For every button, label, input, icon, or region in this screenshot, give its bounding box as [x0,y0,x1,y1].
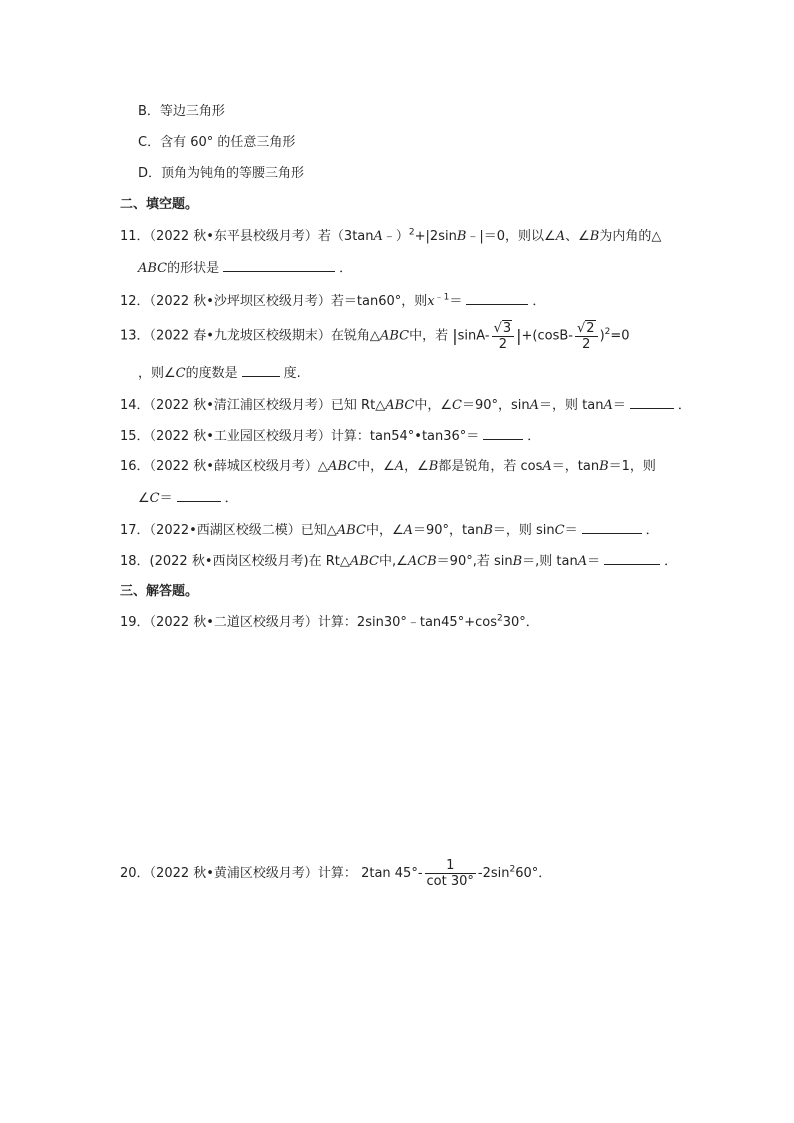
fraction-sqrt2-over-2: $\frac{√2}{2}$ [575,321,598,352]
question-16: 16．（2022 秋•薛城区校级月考）△ABC中，∠A，∠B都是锐角，若 cosA＝，tanB＝1，则 [120,459,656,474]
question-15: 15．（2022 秋•工业园区校级月考）计算：tan54°•tan36°＝ ． [120,429,541,444]
question-12: 12．（2022 秋•沙坪坝区校级月考）若＝tan60°，则$x^{﹣1}=$ ． [120,292,546,309]
answer-blank[interactable] [242,364,280,377]
answer-blank[interactable] [466,292,528,305]
question-14: 14．（2022 秋•清江浦区校级月考）已知 Rt△ABC中，∠C＝90°，sinA＝，则 tanA＝ ． [120,398,691,413]
answer-blank[interactable] [223,259,335,272]
section-fill-blank: 二、填空题。 [120,197,199,212]
question-17: 17．（2022•西湖区校级二模）已知△ABC中，∠A＝90°，tanB＝，则 sinC＝ ． [120,523,659,538]
answer-blank[interactable] [630,396,674,409]
answer-blank[interactable] [177,489,221,502]
section-solve: 三、解答题。 [120,584,199,599]
question-16-line2: ∠C＝ ． [138,491,238,506]
question-20: 20．（2022 秋•黄浦区校级月考）计算： 2tan 45°- $\frac{1}{\cot 30^\circ}$ $-2\sin^260^\circ$． [120,858,552,889]
option-b: B．等边三角形 [138,104,225,119]
question-11: 11．（2022 秋•东平县校级月考）若（3tanA﹣）$^2$+|2sinB﹣|＝0，则以∠A、∠B为内角的△ [120,227,662,244]
question-13: 13．（2022 春•九龙坡区校级期末）在锐角△ABC中，若 |sinA- $\frac{√3}{2}$ |+(cosB- $\frac{√2}{2}$ )$^2$=0 [120,320,630,352]
answer-blank[interactable] [483,427,523,440]
fraction-1-over-cot30: $\frac{1}{\cot 30^\circ}$ [426,858,474,889]
fraction-sqrt3-over-2: $\frac{√3}{2}$ [492,321,515,352]
option-c: C．含有 60° 的任意三角形 [138,135,296,150]
question-19: 19．（2022 秋•二道区校级月考）计算：$2\sin 30^\circ﹣\tan 45^\circ+\cos^230^\circ$． [120,613,539,630]
answer-blank[interactable] [582,521,642,534]
option-d: D．顶角为钝角的等腰三角形 [138,166,305,181]
question-11-line2: ABC的形状是 ． [138,261,353,276]
answer-blank[interactable] [604,552,660,565]
question-13-line2: ，则∠C的度数是 度. [138,366,301,381]
question-18: 18．(2022 秋•西岗区校级月考)在 Rt△ABC中,∠ACB＝90°,若 sinB＝,则 tanA＝ ． [120,554,678,569]
